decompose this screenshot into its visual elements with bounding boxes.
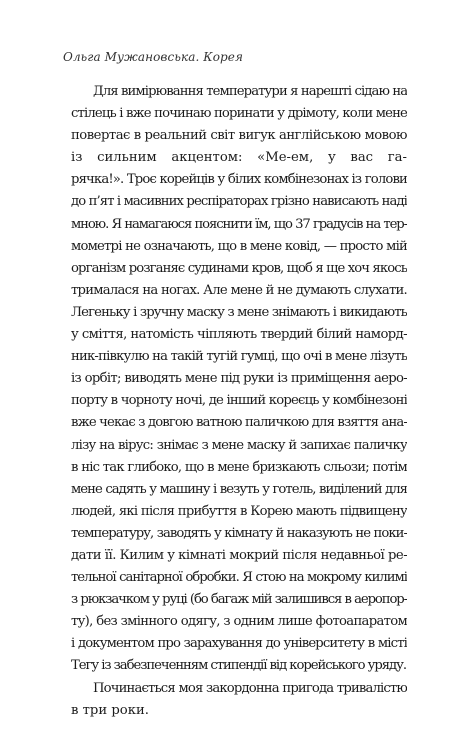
paragraph-2	[71, 678, 407, 722]
text-line: тельної санітарної обробки. Я стою на мокрому килимі	[71, 570, 407, 586]
text-line: і документом про зарахування до університету в місті	[71, 636, 407, 652]
text-line: в три роки.	[71, 702, 149, 718]
text-line: мене садять у машину і везуть у готель, виділений для	[71, 481, 407, 497]
text-line: лізу на вірус: знімає з мене маску й запихає паличку	[71, 437, 407, 453]
text-line: із сильним акцентом: «Ме-ем, у вас га-	[71, 150, 407, 166]
text-line: мометрі не означають, що в мене ковід, — просто мій	[71, 238, 407, 254]
text-line: порту в чорноту ночі, де інший кореєць у комбінезоні	[71, 393, 407, 409]
text-line: температуру, заводять у кімнату й наказують не поки-	[71, 525, 407, 541]
text-line: дати її. Килим у кімнаті мокрий після недавньої ре-	[71, 547, 407, 563]
text-line: ту), без змінного одягу, з одним лише фотоапаратом	[71, 614, 407, 630]
text-line: стілець і вже починаю поринати у дрімоту, коли мене	[71, 106, 407, 122]
text-line: трималася на ногах. Але мене й не думають слухати.	[71, 282, 407, 298]
body-text	[71, 81, 407, 722]
text-line: ник-півкулю на такій тугій гумці, що очі в мене лізуть	[71, 349, 407, 365]
paragraph-1	[71, 81, 407, 678]
running-head: Ольга Мужановська. Корея	[63, 50, 244, 64]
text-line: Для вимірювання температури я нарешті сідаю на	[93, 84, 407, 99]
text-line: Тегу із забезпеченням стипендії від корейського уряду.	[71, 658, 406, 674]
text-line: Легеньку і зручну маску з мене знімають і викидають	[71, 304, 407, 320]
text-line: вже чекає з довгою ватною паличкою для взяття ана-	[71, 415, 407, 431]
text-line: Починається моя закордонна пригода тривалістю	[93, 680, 407, 696]
text-line: рячка!». Троє корейців у білих комбінезонах із голови	[71, 172, 407, 188]
text-line: організм розганяє судинами кров, щоб я ще хоч якось	[71, 260, 407, 276]
text-line: у сміття, натомість чіпляють твердий білий наморд-	[71, 327, 407, 343]
text-line: із орбіт; виводять мене під руки із приміщення аеро-	[71, 371, 407, 387]
text-line: людей, які після прибуття в Корею мають підвищену	[71, 503, 407, 519]
text-line: до п’ят і масивних респіраторах грізно нависають наді	[71, 194, 407, 210]
text-line: мною. Я намагаюся пояснити їм, що 37 градусів на тер-	[71, 216, 407, 232]
text-line: в ніс так глибоко, що в мене бризкають сльози; потім	[71, 459, 407, 475]
text-line: з рюкзачком у руці (бо багаж мій залишився в аеропор-	[71, 592, 407, 608]
text-line: повертає в реальний світ вигук англійською мовою	[71, 128, 407, 144]
